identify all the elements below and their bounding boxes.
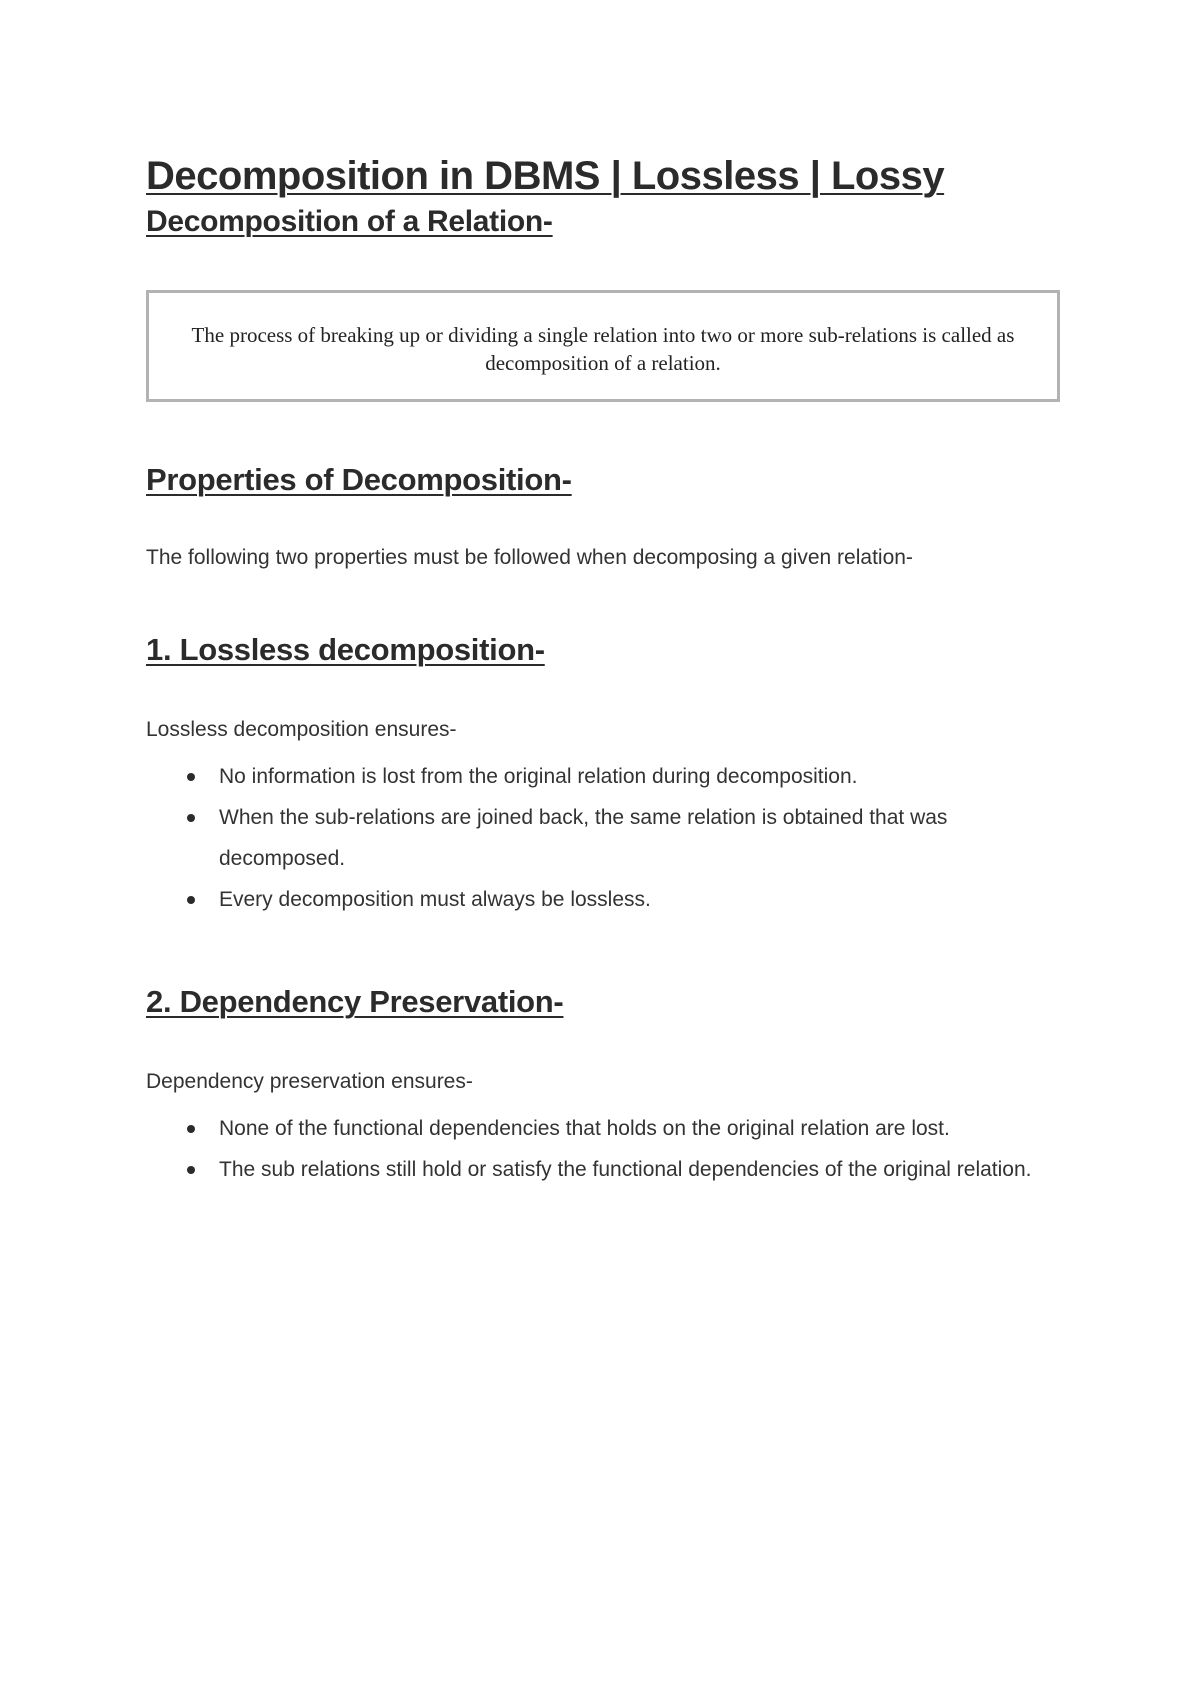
page-subtitle: Decomposition of a Relation-: [146, 205, 553, 238]
document-page: [146, 140, 1060, 1190]
list-item: The sub relations still hold or satisfy the functional dependencies of the original relation.: [146, 1149, 1060, 1190]
list-item: None of the functional dependencies that holds on the original relation are lost.: [146, 1108, 1060, 1149]
dependency-list: [146, 1108, 1060, 1190]
lossless-list: [146, 756, 1060, 920]
list-item: Every decomposition must always be lossless.: [146, 879, 1060, 920]
dependency-intro: Dependency preservation ensures-: [146, 1070, 473, 1093]
definition-box: The process of breaking up or dividing a single relation into two or more sub-relations is called as decomposition of a relation.: [146, 290, 1060, 402]
lossless-intro: Lossless decomposition ensures-: [146, 718, 457, 741]
properties-heading: Properties of Decomposition-: [146, 462, 572, 497]
lossless-heading: 1. Lossless decomposition-: [146, 632, 545, 667]
page-title: Decomposition in DBMS | Lossless | Lossy: [146, 154, 945, 198]
properties-intro: The following two properties must be followed when decomposing a given relation-: [146, 546, 913, 569]
dependency-heading: 2. Dependency Preservation-: [146, 984, 564, 1019]
list-item: When the sub-relations are joined back, the same relation is obtained that was decomposed.: [146, 797, 1060, 879]
list-item: No information is lost from the original relation during decomposition.: [146, 756, 1060, 797]
